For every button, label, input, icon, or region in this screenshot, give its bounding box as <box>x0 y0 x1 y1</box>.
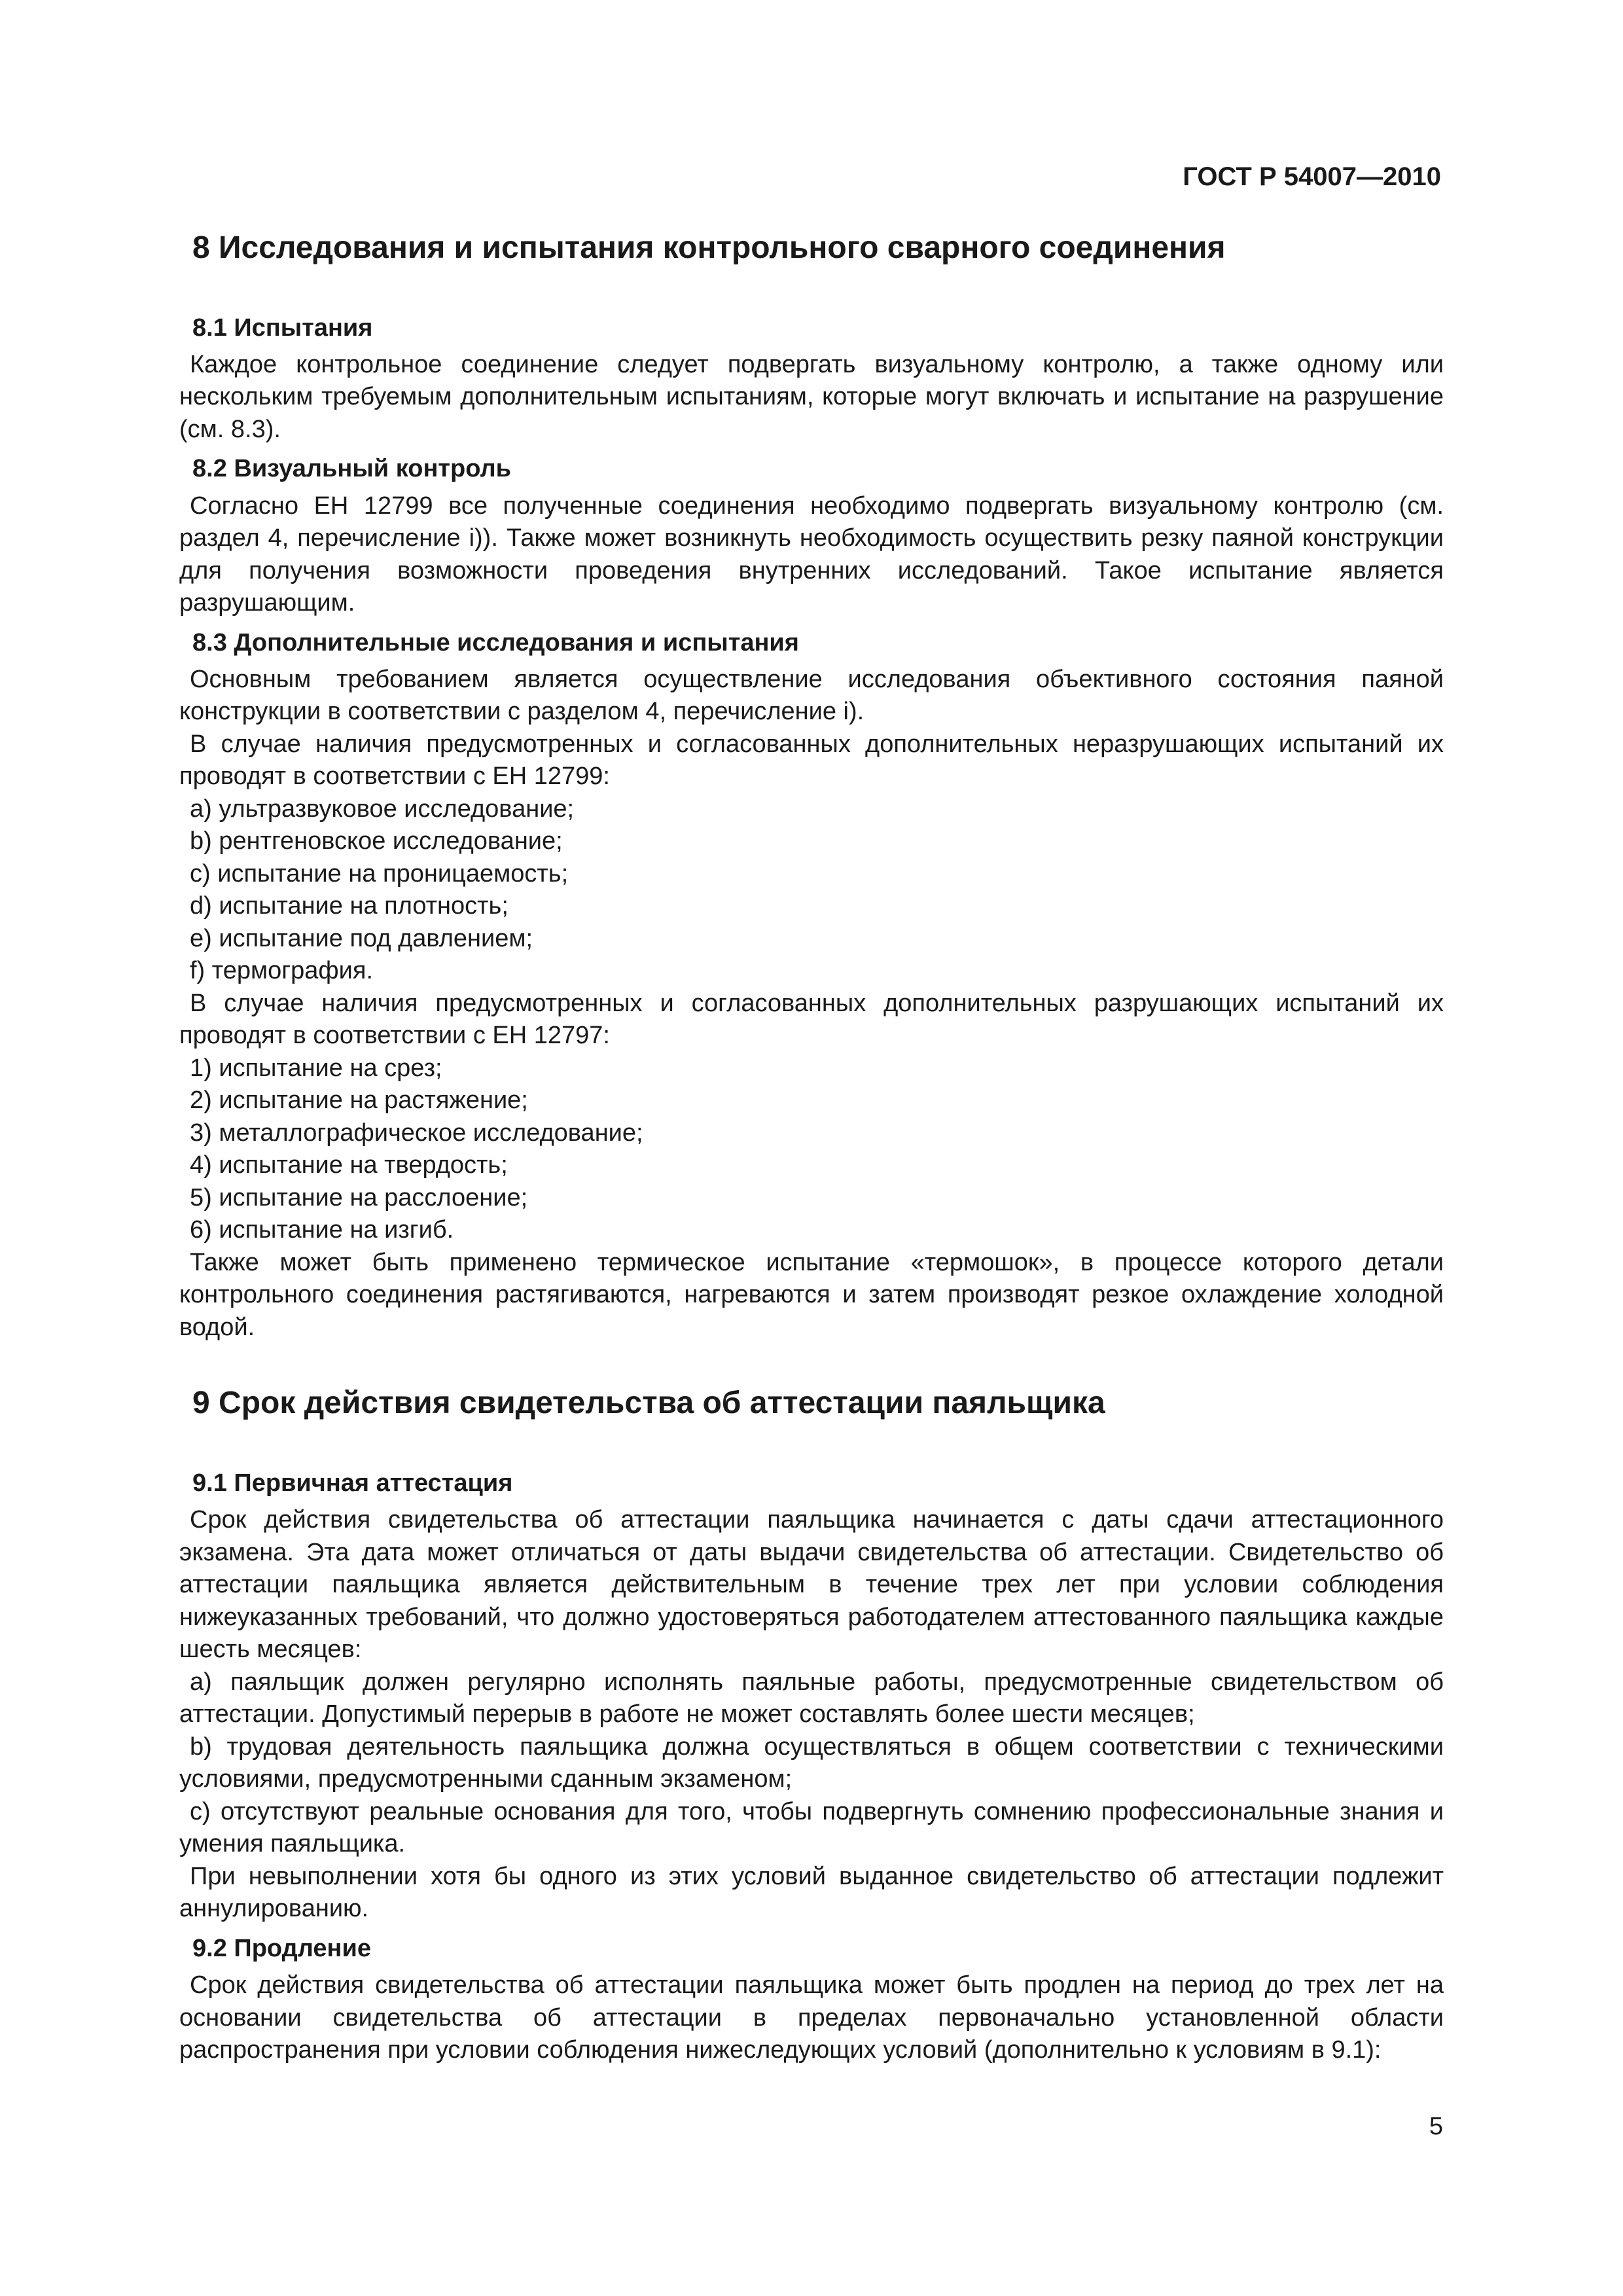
list-item: a) ультразвуковое исследование; <box>190 795 575 823</box>
section-8-1-title: 8.1 Испытания <box>192 314 373 342</box>
nondestructive-tests-list <box>179 793 1444 988</box>
section-8-3-paragraph-4: Также может быть применено термическое испытание «термошок», в процессе которого детали контрольного соединения растягиваются, нагреваются и затем производят резкое охлаждение холодной водой. <box>179 1248 1444 1341</box>
list-item: 5) испытание на расслоение; <box>190 1183 528 1211</box>
section-8-title: 8 Исследования и испытания контрольного сварного соединения <box>192 230 1226 265</box>
section-8-3-paragraph-2: В случае наличия предусмотренных и согласованных дополнительных неразрушающих испытаний их проводят в соответствии с ЕН 12799: <box>179 730 1444 791</box>
destructive-tests-list <box>179 1052 1444 1247</box>
section-8-3-paragraph-3: В случае наличия предусмотренных и согласованных дополнительных разрушающих испытаний их проводят в соответствии с ЕН 12797: <box>179 989 1444 1050</box>
section-9-title: 9 Срок действия свидетельства об аттестации паяльщика <box>192 1386 1105 1421</box>
document-id-header: ГОСТ Р 54007—2010 <box>1183 162 1441 191</box>
section-9-1-title: 9.1 Первичная аттестация <box>192 1469 513 1498</box>
section-9-2-paragraph: Срок действия свидетельства об аттестации паяльщика может быть продлен на период до трех лет на основании свидетельства об аттестации в пределах первоначально установленной области распространения при условии соблюдения нижеследующих условий (дополнительно к условиям в 9.1): <box>179 1971 1444 2064</box>
list-item: f) термография. <box>190 957 374 985</box>
section-9-1-paragraph-1: Срок действия свидетельства об аттестации паяльщика начинается с даты сдачи аттестационного экзамена. Эта дата может отличаться от даты выдачи свидетельства об аттестации. Свидетельство об аттестации паяльщика является действительным в течение трех лет при условии соблюдения нижеуказанных требований, что должно удостоверяться работодателем аттестованного паяльщика каждые шесть месяцев: <box>179 1506 1444 1664</box>
section-8-3-title: 8.3 Дополнительные исследования и испытания <box>192 628 799 656</box>
section-9-1-paragraph-2: При невыполнении хотя бы одного из этих условий выданное свидетельство об аттестации подлежит аннулированию. <box>179 1862 1444 1923</box>
page-content <box>179 229 1444 2067</box>
page-number: 5 <box>1429 2113 1443 2140</box>
section-9-1-item-a: a) паяльщик должен регулярно исполнять паяльные работы, предусмотренные свидетельством об аттестации. Допустимый перерыв в работе не может составлять более шести месяцев; <box>179 1668 1444 1729</box>
section-8-1-paragraph: Каждое контрольное соединение следует подвергать визуальному контролю, а также одному или нескольким требуемым дополнительным испытаниям, которые могут включать и испытание на разрушение (см. 8.3). <box>179 350 1444 443</box>
section-8-2-paragraph: Согласно ЕН 12799 все полученные соединения необходимо подвергать визуальному контролю (см. раздел 4, перечисление i)). Также может возникнуть необходимость осуществить резку паяной конструкции для получения возможности проведения внутренних исследований. Такое испытание является разрушающим. <box>179 492 1444 617</box>
list-item: 6) испытание на изгиб. <box>190 1216 454 1244</box>
list-item: e) испытание под давлением; <box>190 924 533 952</box>
section-8-3-paragraph-1: Основным требованием является осуществление исследования объективного состояния паяной конструкции в соответствии с разделом 4, перечисление i). <box>179 665 1444 726</box>
list-item: 1) испытание на срез; <box>190 1054 442 1082</box>
section-9-1-item-b: b) трудовая деятельность паяльщика должна осуществляться в общем соответствии с техническими условиями, предусмотренными сданным экзаменом; <box>179 1732 1444 1793</box>
list-item: 2) испытание на растяжение; <box>190 1086 528 1115</box>
list-item: 3) металлографическое исследование; <box>190 1119 643 1147</box>
list-item: c) испытание на проницаемость; <box>190 859 569 888</box>
list-item: 4) испытание на твердость; <box>190 1151 508 1179</box>
section-9-1-item-c: c) отсутствуют реальные основания для того, чтобы подвергнуть сомнению профессиональные знания и умения паяльщика. <box>179 1797 1444 1858</box>
section-8-2-title: 8.2 Визуальный контроль <box>192 455 511 483</box>
list-item: d) испытание на плотность; <box>190 892 508 920</box>
section-9-2-title: 9.2 Продление <box>192 1934 371 1962</box>
list-item: b) рентгеновское исследование; <box>190 827 563 855</box>
